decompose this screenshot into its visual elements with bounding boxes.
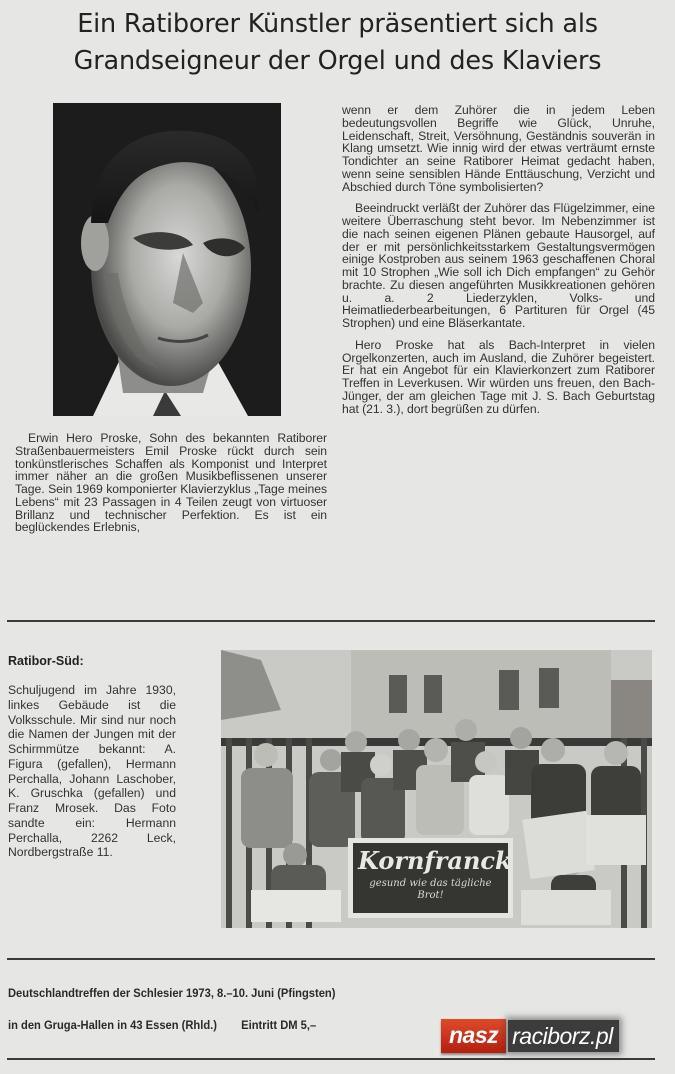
event-venue: in den Gruga-Hallen in 43 Essen (Rhld.) — [8, 1018, 217, 1032]
article-title-line-1: Ein Ratiborer Künstler präsentiert sich als — [77, 9, 598, 39]
section-divider — [7, 1058, 655, 1060]
portrait-image — [53, 103, 281, 416]
logo-part-nasz: nasz — [441, 1019, 506, 1053]
section-divider — [7, 620, 655, 622]
sign-text-slogan: gesund wie das tägliche Brot! — [369, 878, 492, 901]
portrait-photo — [53, 103, 281, 416]
article-title — [0, 6, 675, 80]
event-admission: Eintritt DM 5,– — [241, 1018, 317, 1032]
article-left-column — [15, 432, 327, 534]
section-divider — [7, 958, 655, 960]
sign-text-kornfranck: Kornfranck — [358, 846, 512, 875]
photo-story-heading: Ratibor-Süd: — [8, 654, 84, 668]
naszraciborz-logo — [441, 1018, 661, 1054]
article-paragraph: Erwin Hero Proske, Sohn des bekannten Ratiborer Straßenbauermeisters Emil Proske rückt durch sein tonkünstlerisches Schaffen als Komponist und Interpret immer näher an die großen Musikbeflissenen unserer Tage. Sein 1969 komponierter Klavierzyklus „Tage meines Lebens“ mit 23 Passagen in 4 Teilen zeugt von virtuoser Brillanz und technischer Perfektion. Es ist ein beglückendes Erlebnis, — [15, 431, 327, 535]
event-announcement-line-2 — [8, 1018, 316, 1032]
article-paragraph: wenn er dem Zuhörer die in jedem Leben bedeutungsvollen Begriffe wie Glück, Unruhe, Leidenschaft, Streit, Versöhnung, Geständnis souverän in Klang umsetzt. Wie innig wird der etwas verträumt ernste Tondichter an seine Ratiborer Heimat gedacht haben, wenn seine sensiblen Hände Enttäuschung, Verzicht und Abschied durch Töne symbolisierten? — [342, 103, 655, 194]
article-paragraph: Beeindruckt verläßt der Zuhörer das Flügelzimmer, eine weitere Überraschung steht bevor. Im Nebenzimmer ist die nach seinen eigenen Plänen gebaute Hausorgel, auf der er mit persönlichkeitsstarkem Gestaltungsvermögen einige Kostproben aus seinem 1963 geschaffenen Choral mit 10 Strophen „Wie soll ich Dich empfangen“ zu Gehör brachte. Zu diesen angeführten Musikkreationen gehören u. a. 2 Liederzyklen, Volks- und Heimatliederbearbeitungen, 6 Partituren für Orgel (45 Strophen) und eine Bläserkantate. — [342, 201, 655, 330]
logo-part-raciborz: raciborz.pl — [508, 1020, 619, 1052]
article-title-line-2: Grandseigneur der Orgel und des Klaviers — [73, 46, 602, 76]
photo-story-caption: Schuljugend im Jahre 1930, linkes Gebäude ist die Volksschule. Mir sind nur noch die Namen der Jungen mit der Schirmmütze bekannt: A. Figura (gefallen), Hermann Perchalla, Johann Laschober, K. Gruschka (gefallen) und Franz Mrosek. Das Foto sandte ein: Hermann Perchalla, 2262 Leck, Nordbergstraße 11. — [8, 683, 176, 860]
group-photo — [221, 650, 652, 928]
article-paragraph: Hero Proske hat als Bach-Interpret in vielen Orgelkonzerten, auch im Ausland, die Zuhörer begeistert. Er hat ein Angebot für ein Klavierkonzert zum Ratiborer Treffen in Leverkusen. Wir würden uns freuen, den Bach-Jünger, der am gleichen Tage mit J. S. Bach Geburtstag hat (21. 3.), dort begrüßen zu dürfen. — [342, 337, 655, 416]
article-right-column — [342, 104, 655, 415]
event-announcement-line-1: Deutschlandtreffen der Schlesier 1973, 8.–10. Juni (Pfingsten) — [8, 986, 336, 1000]
